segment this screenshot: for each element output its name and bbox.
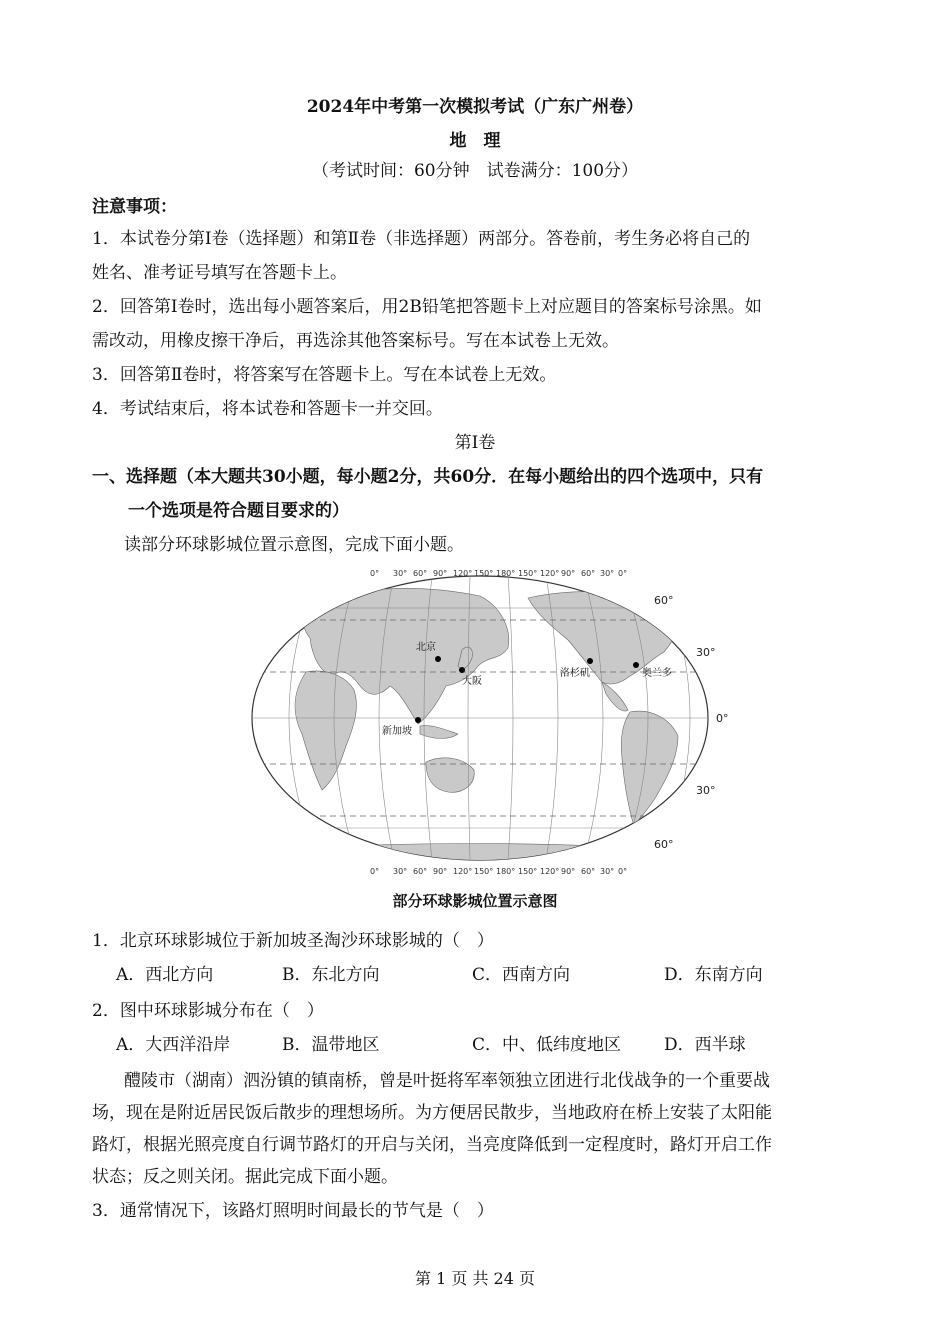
passage-line-4: 状态；反之则关闭。据此完成下面小题。 bbox=[92, 1167, 398, 1187]
lat-label-s30: 30° bbox=[696, 784, 716, 797]
question-3-stem: 3．通常情况下，该路灯照明时间最长的节气是（ ） bbox=[92, 1201, 494, 1221]
lon-tick-bottom-9: 90° bbox=[561, 867, 576, 876]
lon-tick-top-8: 120° bbox=[540, 569, 560, 578]
question-2-stem: 2．图中环球影城分布在（ ） bbox=[92, 1001, 324, 1021]
lat-label-eq: 0° bbox=[716, 712, 729, 725]
subject-title: 地 理 bbox=[449, 131, 501, 151]
lon-tick-bottom-4: 120° bbox=[453, 867, 473, 876]
notes-heading: 注意事项： bbox=[92, 197, 177, 217]
passage-line-2: 场，现在是附近居民饭后散步的理想场所。为方便居民散步，当地政府在桥上安装了太阳能 bbox=[92, 1103, 772, 1123]
lon-tick-bottom-7: 150° bbox=[518, 867, 538, 876]
city-label-osaka: 大阪 bbox=[462, 676, 482, 687]
world-map-svg bbox=[250, 568, 729, 888]
lat-label-n30: 30° bbox=[696, 646, 716, 659]
question-1-option-a: A．西北方向 bbox=[116, 965, 214, 985]
lon-tick-top-3: 90° bbox=[433, 569, 448, 578]
volume-title: 第Ⅰ卷 bbox=[454, 433, 496, 453]
lon-tick-bottom-1: 30° bbox=[393, 867, 408, 876]
lon-tick-bottom-0: 0° bbox=[370, 867, 380, 876]
question-2-option-b: B．温带地区 bbox=[282, 1035, 380, 1055]
lon-tick-top-1: 30° bbox=[393, 569, 408, 578]
osaka-marker bbox=[459, 667, 465, 673]
lon-tick-top-2: 60° bbox=[413, 569, 428, 578]
los-angeles-marker bbox=[587, 658, 593, 664]
world-map-figure bbox=[250, 568, 729, 888]
lat-label-n60: 60° bbox=[654, 594, 674, 607]
question-1-option-d: D．东南方向 bbox=[664, 965, 763, 985]
lon-tick-bottom-2: 60° bbox=[413, 867, 428, 876]
lon-ticks-top bbox=[370, 569, 627, 578]
city-label-los-angeles: 洛杉矶 bbox=[560, 668, 590, 679]
lon-tick-top-11: 30° bbox=[600, 569, 615, 578]
lon-tick-top-7: 150° bbox=[518, 569, 538, 578]
lon-tick-bottom-5: 150° bbox=[474, 867, 494, 876]
lon-tick-top-6: 180° bbox=[496, 569, 516, 578]
question-1-stem: 1．北京环球影城位于新加坡圣淘沙环球影城的（ ） bbox=[92, 931, 494, 951]
beijing-marker bbox=[435, 656, 441, 662]
singapore-marker bbox=[415, 717, 421, 723]
city-label-singapore: 新加坡 bbox=[382, 726, 412, 737]
lon-tick-bottom-3: 90° bbox=[433, 867, 448, 876]
question-1-option-c: C．西南方向 bbox=[472, 965, 571, 985]
lon-tick-bottom-11: 30° bbox=[600, 867, 615, 876]
lon-tick-top-12: 0° bbox=[618, 569, 628, 578]
lon-tick-bottom-6: 180° bbox=[496, 867, 516, 876]
exam-info: （考试时间：60分钟 试卷满分：100分） bbox=[311, 161, 639, 181]
lon-tick-top-4: 120° bbox=[453, 569, 473, 578]
question-2-option-d: D．西半球 bbox=[664, 1035, 746, 1055]
lon-tick-bottom-10: 60° bbox=[581, 867, 596, 876]
lon-tick-top-9: 90° bbox=[561, 569, 576, 578]
note-item-3: 3．回答第Ⅱ卷时，将答案写在答题卡上。写在本试卷上无效。 bbox=[92, 365, 557, 385]
orlando-marker bbox=[633, 662, 639, 668]
note-item-2-line-2: 需改动，用橡皮擦干净后，再选涂其他答案标号。写在本试卷上无效。 bbox=[92, 331, 619, 351]
lon-tick-top-5: 150° bbox=[474, 569, 494, 578]
map-intro: 读部分环球影城位置示意图，完成下面小题。 bbox=[124, 535, 464, 555]
passage-line-1: 醴陵市（湖南）泗汾镇的镇南桥，曾是叶挺将军率领独立团进行北伐战争的一个重要战 bbox=[124, 1071, 770, 1091]
lon-tick-bottom-12: 0° bbox=[618, 867, 628, 876]
note-item-2-line-1: 2．回答第Ⅰ卷时，选出每小题答案后，用2B铅笔把答题卡上对应题目的答案标号涂黑。如 bbox=[92, 297, 762, 317]
lon-tick-bottom-8: 120° bbox=[540, 867, 560, 876]
question-2-option-a: A．大西洋沿岸 bbox=[116, 1035, 231, 1055]
lat-label-s60: 60° bbox=[654, 838, 674, 851]
note-item-4: 4．考试结束后，将本试卷和答题卡一并交回。 bbox=[92, 399, 443, 419]
question-2-option-c: C．中、低纬度地区 bbox=[472, 1035, 622, 1055]
page-number: 第 1 页 共 24 页 bbox=[415, 1269, 535, 1288]
note-item-1-line-2: 姓名、准考证号填写在答题卡上。 bbox=[92, 263, 347, 283]
lon-tick-top-0: 0° bbox=[370, 569, 380, 578]
note-item-1-line-1: 1．本试卷分第Ⅰ卷（选择题）和第Ⅱ卷（非选择题）两部分。答卷前，考生务必将自己的 bbox=[92, 229, 751, 249]
part-heading-line-2: 一个选项是符合题目要求的） bbox=[128, 501, 349, 521]
city-label-orlando: 奥兰多 bbox=[642, 668, 672, 679]
question-1-option-b: B．东北方向 bbox=[282, 965, 380, 985]
map-caption: 部分环球影城位置示意图 bbox=[392, 892, 558, 910]
lon-ticks-bottom bbox=[370, 867, 627, 876]
exam-title: 2024年中考第一次模拟考试（广东广州卷） bbox=[306, 97, 644, 117]
lon-tick-top-10: 60° bbox=[581, 569, 596, 578]
part-heading-line-1: 一、选择题（本大题共30小题，每小题2分，共60分．在每小题给出的四个选项中，只有 bbox=[92, 467, 764, 487]
city-label-beijing: 北京 bbox=[416, 642, 436, 653]
passage-line-3: 路灯，根据光照亮度自行调节路灯的开启与关闭，当亮度降低到一定程度时，路灯开启工作 bbox=[92, 1135, 772, 1155]
